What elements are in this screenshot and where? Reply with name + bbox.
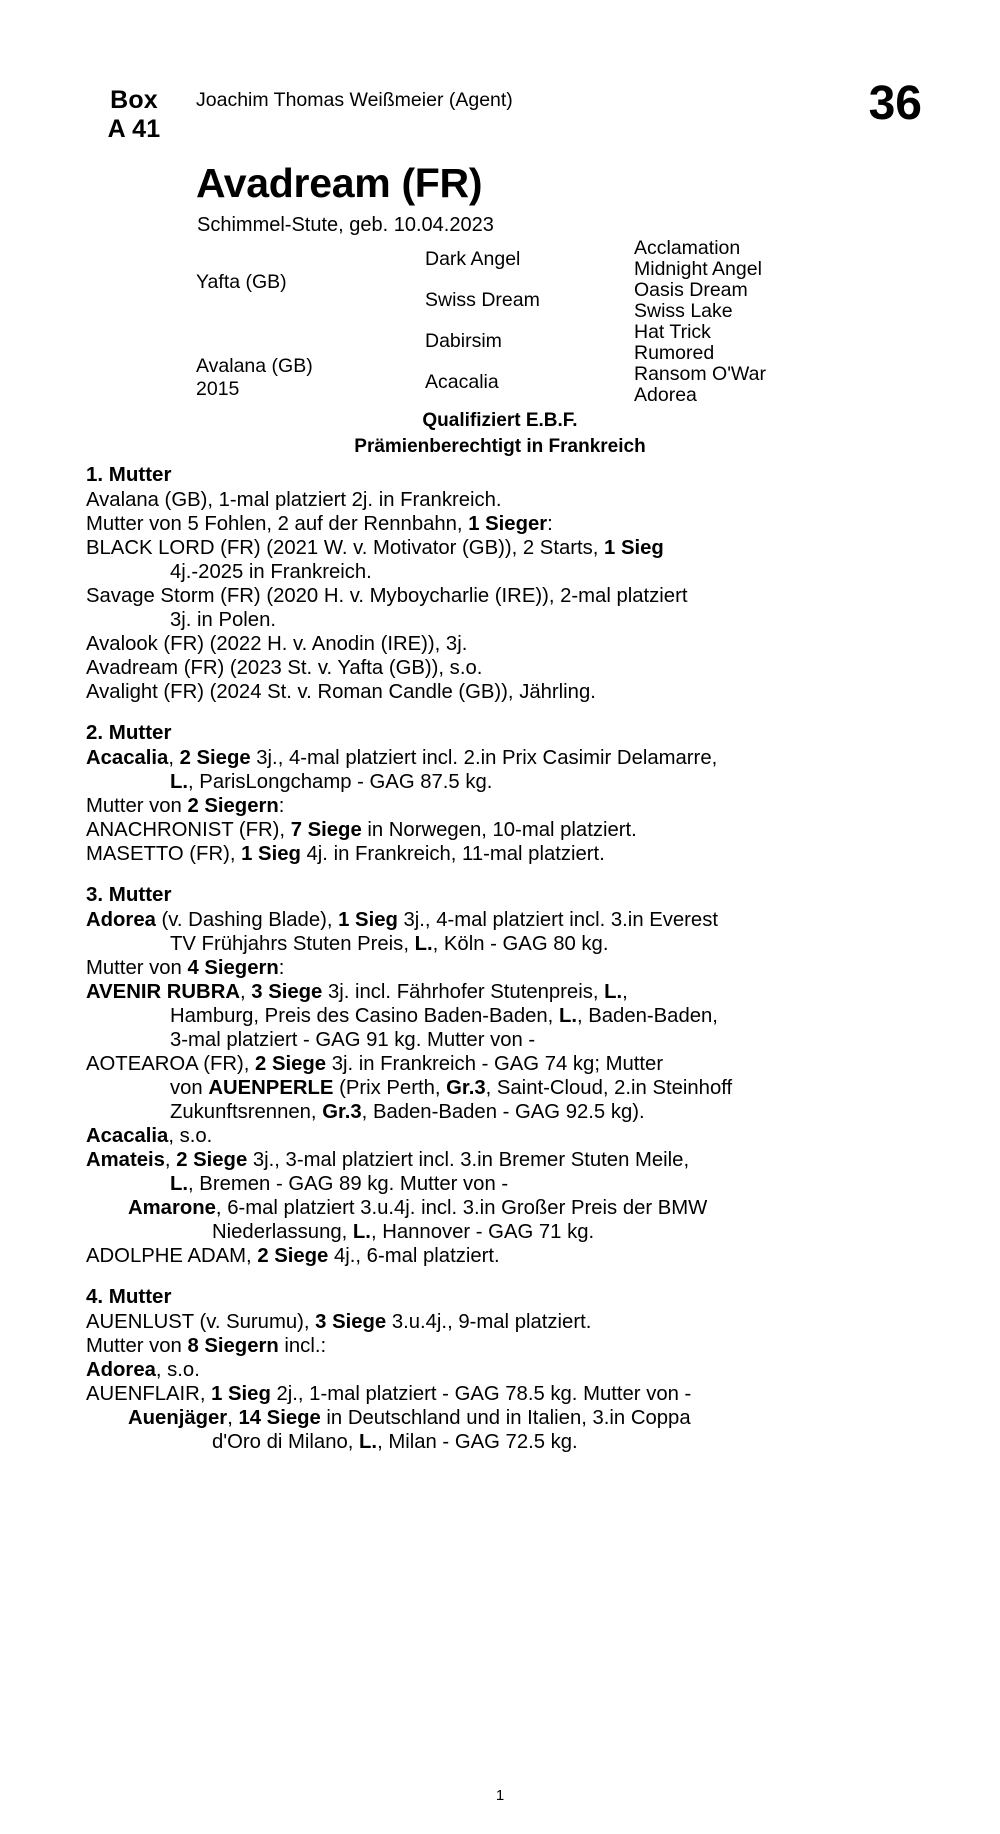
g4-dam-t2: 3.u.4j., 9-mal platziert. [386, 1311, 592, 1333]
foal-wins: 1 Sieg [604, 537, 664, 559]
box-label-line2: A 41 [107, 115, 161, 143]
offspring-name: AOTEAROA (FR), [86, 1053, 256, 1075]
g3-dam-wins: 1 Sieg [338, 909, 398, 931]
offspring-entry [86, 842, 908, 866]
qualification-line-1: Qualifiziert E.B.F. [422, 410, 578, 431]
g2-dam-wins: 2 Siege [179, 747, 251, 769]
offspring-name: ADOLPHE ADAM, [86, 1245, 258, 1267]
offspring-wins: 2 Siege [255, 1053, 327, 1075]
foal-name: BLACK LORD (FR) [86, 537, 261, 559]
foal-detail: (2023 St. v. Yafta (GB)), s.o. [224, 657, 483, 679]
auenjaeger-line2-b: , Milan - GAG 72.5 kg. [377, 1431, 578, 1453]
generation-heading-4: 4. Mutter [86, 1285, 172, 1308]
pedigree-narrative [86, 462, 908, 1454]
aotearoa-line2-b: (Prix Perth, [333, 1077, 447, 1099]
offspring-sep: , [164, 1149, 177, 1171]
offspring-entry [86, 1358, 908, 1382]
offspring-detail: 4j. in Frankreich, 11-mal platziert. [300, 843, 605, 865]
foal-entry [86, 632, 908, 656]
offspring-entry [86, 818, 908, 842]
amarone-line2-a: Niederlassung, [212, 1221, 353, 1243]
page-title: Avadream (FR) [196, 160, 483, 206]
offspring-detail: , 6-mal platziert 3.u.4j. incl. 3.in Großer Preis der BMW [215, 1197, 708, 1219]
g3-produce-a: Mutter von [86, 957, 188, 979]
pedigree-gen2-4: Acacalia [425, 371, 499, 393]
g4-produce-a: Mutter von [86, 1335, 188, 1357]
generation-3-dam-line [86, 908, 908, 932]
amarone-line2-b: , Hannover - GAG 71 kg. [370, 1221, 595, 1243]
foal-detail: (2021 W. v. Motivator (GB)), 2 Starts, [260, 537, 605, 559]
generation-3-produce-line [86, 956, 908, 980]
offspring-name: Amarone [128, 1197, 216, 1219]
horse-description: Schimmel-Stute, geb. 10.04.2023 [197, 214, 494, 236]
generation-3-dam-cont [86, 932, 908, 956]
offspring-wins: 1 Sieg [241, 843, 301, 865]
foal-entry [86, 680, 908, 704]
generation-heading-2: 2. Mutter [86, 721, 172, 744]
g1-produce-a: Mutter von 5 Fohlen, 2 auf der Rennbahn, [86, 513, 469, 535]
offspring-detail: , s.o. [168, 1125, 213, 1147]
pedigree-gen3-5: Hat Trick [634, 321, 711, 343]
generation-2-dam-cont [86, 770, 908, 794]
offspring-name: AVENIR RUBRA [86, 981, 240, 1003]
offspring-name: ANACHRONIST (FR), [86, 819, 286, 841]
g2-listed-marker: L. [170, 771, 189, 793]
g4-produce-bold: 8 Siegern [187, 1335, 279, 1357]
generation-2-produce-line [86, 794, 908, 818]
foal-name: Avadream (FR) [86, 657, 225, 679]
g4-dam-name: AUENLUST (v. Surumu), [86, 1311, 316, 1333]
offspring-name: Acacalia [86, 1125, 169, 1147]
foal-detail: (2022 H. v. Anodin (IRE)), 3j. [203, 633, 468, 655]
group-marker: Gr.3 [322, 1101, 362, 1123]
offspring-detail: 3j. in Frankreich - GAG 74 kg; Mutter [326, 1053, 664, 1075]
g4-produce-b: incl.: [278, 1335, 327, 1357]
g3-dam-cont-b: , Köln - GAG 80 kg. [432, 933, 609, 955]
generation-4-produce-line [86, 1334, 908, 1358]
avenir-line2-a: Hamburg, Preis des Casino Baden-Baden, [170, 1005, 559, 1027]
foal-name: Avalight (FR) [86, 681, 204, 703]
listed-marker: L. [558, 1005, 577, 1027]
box-label [74, 86, 194, 144]
g2-dam-cont-text: , ParisLongchamp - GAG 87.5 kg. [188, 771, 493, 793]
page-header [0, 0, 1000, 143]
page-number: 1 [495, 1787, 505, 1804]
g3-dam-name: Adorea [86, 909, 156, 931]
generation-4-dam-line [86, 1310, 908, 1334]
g2-dam-t1: , [168, 747, 180, 769]
offspring-name: MASETTO (FR), [86, 843, 236, 865]
offspring-wins: 2 Siege [257, 1245, 329, 1267]
generation-2-dam-line [86, 746, 908, 770]
lot-number: 36 [868, 77, 922, 130]
offspring-entry [86, 1244, 908, 1268]
g3-dam-t2: 3j., 4-mal platziert incl. 3.in Everest [397, 909, 718, 931]
pedigree-gen3-8: Adorea [634, 384, 697, 406]
pedigree-table [0, 236, 1000, 406]
consignor-name: Joachim Thomas Weißmeier (Agent) [196, 89, 513, 111]
g3-produce-b: : [278, 957, 285, 979]
pedigree-gen2-1: Dark Angel [425, 248, 521, 270]
aotearoa-line3-a: Zukunftsrennen, [170, 1101, 323, 1123]
pedigree-gen3-2: Midnight Angel [634, 258, 762, 280]
pedigree-gen3-3: Oasis Dream [634, 279, 748, 301]
g2-dam-t2: 3j., 4-mal platziert incl. 2.in Prix Casimir Delamarre, [250, 747, 718, 769]
listed-marker: L. [170, 1173, 189, 1195]
offspring-entry [86, 1148, 908, 1172]
g1-produce-bold: 1 Sieger [468, 513, 548, 535]
offspring-entry [86, 1052, 908, 1076]
g2-produce-a: Mutter von [86, 795, 188, 817]
offspring-entry-cont: 3-mal platziert - GAG 91 kg. Mutter von - [170, 1029, 536, 1051]
foal-entry-cont: 3j. in Polen. [170, 609, 276, 631]
offspring-name: Adorea [86, 1359, 156, 1381]
offspring-detail: in Deutschland und in Italien, 3.in Coppa [320, 1407, 691, 1429]
g2-produce-bold: 2 Siegern [187, 795, 279, 817]
g2-produce-b: : [278, 795, 285, 817]
listed-marker: L. [352, 1221, 371, 1243]
offspring-entry [86, 1196, 908, 1220]
foal-detail: (2024 St. v. Roman Candle (GB)), Jährling. [203, 681, 596, 703]
offspring-detail: 4j., 6-mal platziert. [328, 1245, 500, 1267]
foal-entry-cont: 4j.-2025 in Frankreich. [170, 561, 372, 583]
foal-detail: (2020 H. v. Myboycharlie (IRE)), 2-mal platziert [260, 585, 688, 607]
offspring-entry-cont [86, 1076, 908, 1100]
auenjaeger-line2-a: d'Oro di Milano, [212, 1431, 360, 1453]
foal-entry [86, 656, 908, 680]
g4-dam-wins: 3 Siege [315, 1311, 387, 1333]
offspring-entry [86, 1406, 908, 1430]
offspring-detail: in Norwegen, 10-mal platziert. [361, 819, 637, 841]
pedigree-dam: Avalana (GB) [196, 355, 313, 377]
g3-dam-t1: (v. Dashing Blade), [155, 909, 339, 931]
offspring-sep: , [240, 981, 252, 1003]
aotearoa-line2-a: von [170, 1077, 209, 1099]
pedigree-gen3-6: Rumored [634, 342, 715, 364]
offspring-entry-cont [86, 1004, 908, 1028]
offspring-wins: 14 Siege [238, 1407, 321, 1429]
foal-entry [86, 536, 908, 560]
listed-marker: L. [604, 981, 623, 1003]
offspring-entry [86, 1382, 908, 1406]
offspring-entry-cont [86, 1220, 908, 1244]
offspring-wins: 7 Siege [290, 819, 362, 841]
pedigree-gen3-4: Swiss Lake [634, 300, 733, 322]
aotearoa-line2-c: , Saint-Cloud, 2.in Steinhoff [485, 1077, 733, 1099]
amateis-line2-b: , Bremen - GAG 89 kg. Mutter von - [188, 1173, 509, 1195]
generation-1-produce-line [86, 512, 908, 536]
offspring-wins: 1 Sieg [211, 1383, 271, 1405]
offspring-wins: 3 Siege [251, 981, 323, 1003]
g1-produce-c: : [547, 513, 553, 535]
offspring-name: AUENFLAIR, [86, 1383, 212, 1405]
offspring-entry [86, 1124, 908, 1148]
pedigree-gen2-2: Swiss Dream [425, 289, 540, 311]
offspring-entry-cont [86, 1100, 908, 1124]
generation-1-dam-line: Avalana (GB), 1-mal platziert 2j. in Frankreich. [86, 489, 502, 511]
g3-listed-marker: L. [414, 933, 433, 955]
foal-name: Savage Storm (FR) [86, 585, 261, 607]
pedigree-sire: Yafta (GB) [196, 271, 287, 293]
offspring-detail: 2j., 1-mal platziert - GAG 78.5 kg. Mutter von - [270, 1383, 692, 1405]
qualification-line-2: Prämienberechtigt in Frankreich [354, 436, 646, 457]
generation-heading-3: 3. Mutter [86, 883, 172, 906]
group-marker: Gr.3 [446, 1077, 486, 1099]
offspring-wins: 2 Siege [176, 1149, 248, 1171]
foal-entry [86, 584, 908, 608]
pedigree-gen3-1: Acclamation [634, 237, 741, 259]
offspring-detail: 3j. incl. Fährhofer Stutenpreis, [322, 981, 605, 1003]
offspring-entry [86, 980, 908, 1004]
g2-dam-name: Acacalia [86, 747, 169, 769]
g3-produce-bold: 4 Siegern [187, 957, 279, 979]
box-label-line1: Box [110, 86, 158, 114]
offspring-entry-cont [86, 1172, 908, 1196]
avenir-line2-b: , Baden-Baden, [576, 1005, 718, 1027]
pedigree-gen3-7: Ransom O'War [634, 363, 766, 385]
g3-dam-cont-a: TV Frühjahrs Stuten Preis, [170, 933, 415, 955]
pedigree-dam-year: 2015 [196, 378, 240, 400]
offspring-detail-tail: , [622, 981, 628, 1003]
offspring-name: Auenjäger [128, 1407, 228, 1429]
generation-heading-1: 1. Mutter [86, 463, 172, 486]
offspring-name: Amateis [86, 1149, 165, 1171]
foal-name: Avalook (FR) [86, 633, 204, 655]
offspring-entry-cont [86, 1430, 908, 1454]
offspring-sep: , [227, 1407, 239, 1429]
pedigree-gen2-3: Dabirsim [425, 330, 502, 352]
aotearoa-line3-b: , Baden-Baden - GAG 92.5 kg). [361, 1101, 645, 1123]
offspring-detail: 3j., 3-mal platziert incl. 3.in Bremer Stuten Meile, [247, 1149, 690, 1171]
offspring-detail: , s.o. [155, 1359, 200, 1381]
listed-marker: L. [359, 1431, 378, 1453]
auenperle-name: AUENPERLE [208, 1077, 334, 1099]
qualification-notes [0, 408, 1000, 460]
